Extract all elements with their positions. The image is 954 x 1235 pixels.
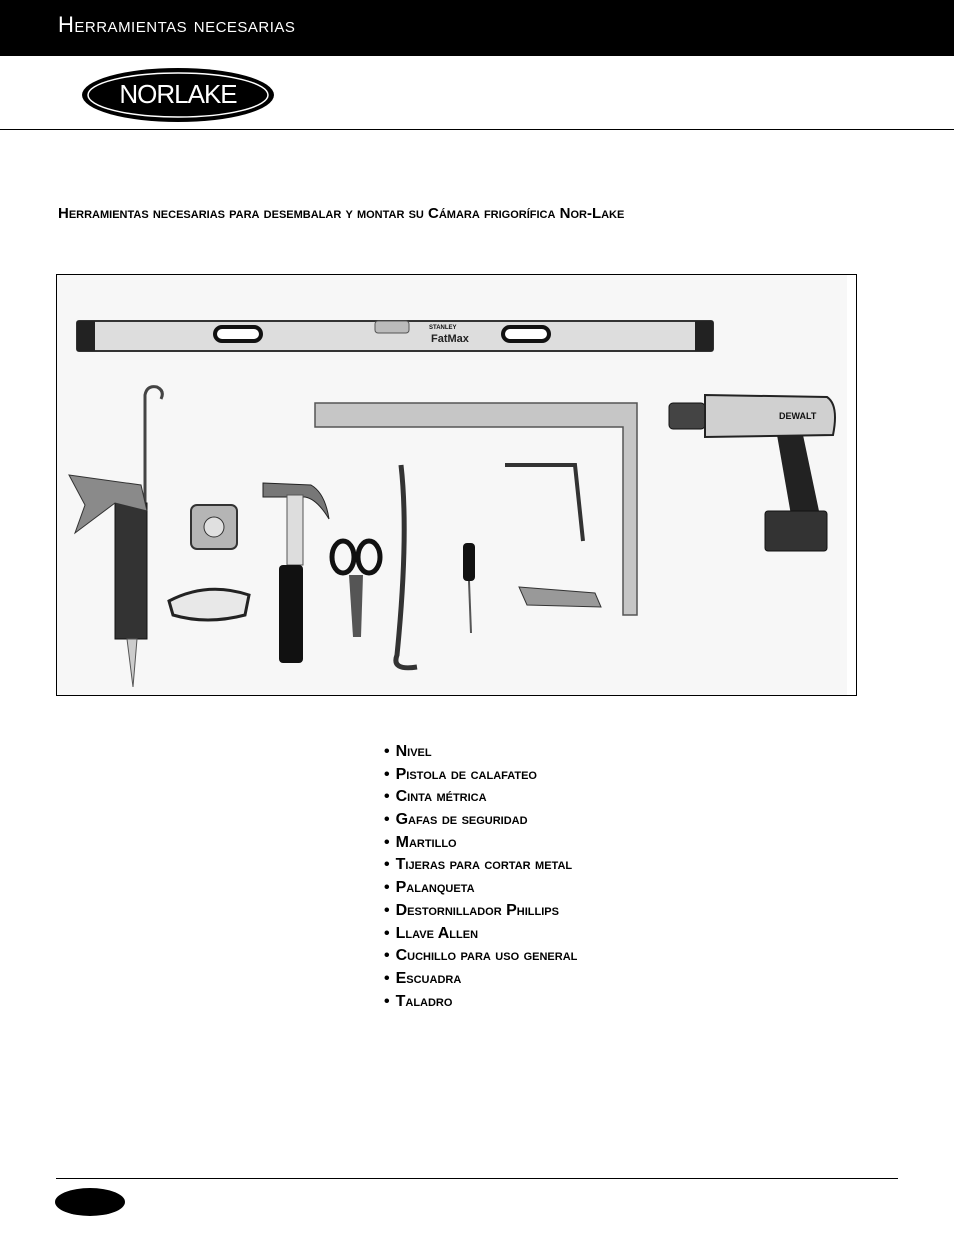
tool-label: Escuadra [395,969,462,987]
tool-label: Gafas de seguridad [395,811,528,829]
list-bullet: • [384,879,390,897]
list-bullet: • [384,947,390,965]
norlake-logo [80,66,276,124]
list-item [384,854,577,877]
page-number-oval [55,1188,125,1216]
list-bullet: • [384,856,390,874]
level-tool [77,321,713,351]
svg-text:DEWALT: DEWALT [779,411,817,421]
list-item [384,945,577,968]
list-item [384,923,577,946]
tool-label: Tijeras para cortar metal [395,856,573,874]
tool-label: Cinta métrica [395,788,487,806]
list-item [384,786,577,809]
svg-text:FatMax: FatMax [431,333,469,345]
tools-illustration [57,275,856,695]
tool-label: Taladro [395,992,453,1010]
list-bullet: • [384,788,390,806]
page-title: Herramientas necesarias [58,12,296,37]
tool-list [384,741,577,1013]
list-item [384,991,577,1014]
list-bullet: • [384,833,390,851]
list-bullet: • [384,901,390,919]
list-item [384,809,577,832]
list-item [384,741,577,764]
header-divider [0,129,954,130]
list-bullet: • [384,969,390,987]
tool-label: Llave Allen [395,924,479,942]
tool-label: Palanqueta [395,879,475,897]
list-item [384,877,577,900]
svg-text:NORLAKE: NORLAKE [119,79,237,109]
list-item [384,900,577,923]
list-item [384,832,577,855]
tool-label: Nivel [395,743,432,760]
list-item [384,968,577,991]
header-bar [0,0,954,56]
list-bullet: • [384,924,390,942]
svg-text:STANLEY: STANLEY [429,325,457,331]
tools-photo [56,274,857,696]
tool-label: Destornillador Phillips [395,901,559,919]
tool-label: Pistola de calafateo [395,765,537,783]
section-heading: Herramientas necesarias para desembalar y montar su Cámara frigorífica Nor-Lake [58,205,625,222]
list-bullet: • [384,743,390,760]
tool-label: Martillo [395,833,457,851]
footer-divider [56,1178,898,1179]
list-bullet: • [384,811,390,829]
list-item [384,764,577,787]
list-bullet: • [384,992,390,1010]
list-bullet: • [384,765,390,783]
tool-label: Cuchillo para uso general [395,947,578,965]
tape-measure-tool [191,505,237,549]
